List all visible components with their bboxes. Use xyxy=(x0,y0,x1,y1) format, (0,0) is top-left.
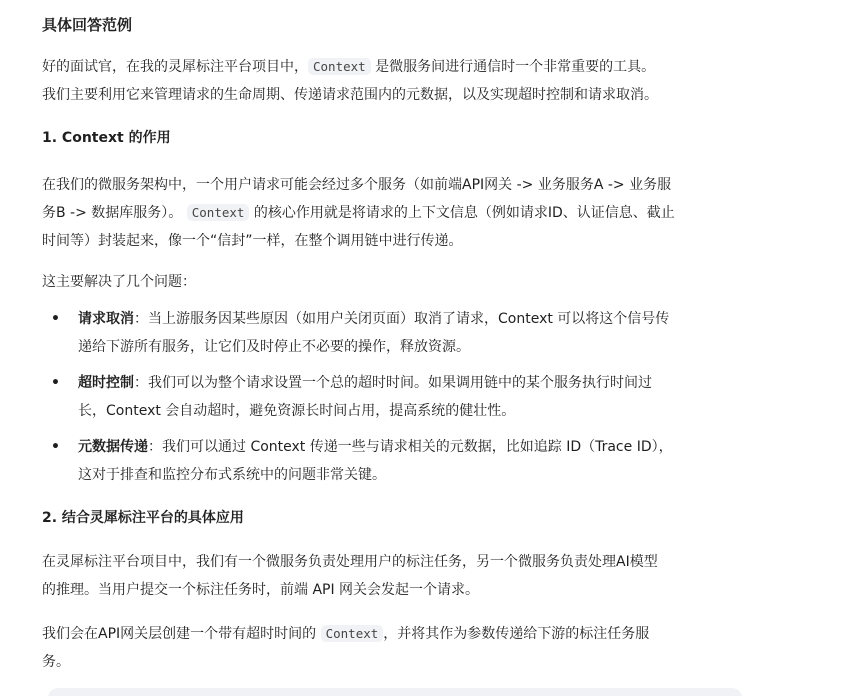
intro-text-b: 是微服务间进行通信时一个非常重要的工具。 xyxy=(370,59,656,75)
bullet-dot: • xyxy=(51,375,60,391)
s2p2-text-b: ，并将其作为参数传递给下游的标注任务服 xyxy=(383,626,650,642)
list-item xyxy=(42,369,752,425)
code-block xyxy=(48,688,742,696)
problems-intro: 这主要解决了几个问题： xyxy=(42,274,196,290)
bullet-line-2: 递给下游所有服务，让它们及时停止不必要的操作，释放资源。 xyxy=(78,339,470,355)
s1-line-3: 时间等）封装起来，像一个“信封”一样，在整个调用链中进行传递。 xyxy=(42,233,463,249)
s2p2-line-2: 务。 xyxy=(42,654,70,670)
bullet-term: 请求取消 xyxy=(78,311,134,327)
s2p2-line-1 xyxy=(42,620,752,648)
bullet-text: ：当上游服务因某些原因（如用户关闭页面）取消了请求，Context 可以将这个信号传 xyxy=(134,311,670,327)
list-item xyxy=(42,433,752,489)
list-item xyxy=(42,305,752,361)
s2-line-2: 的推理。当用户提交一个标注任务时，前端 API 网关会发起一个请求。 xyxy=(42,582,480,598)
bullet-dot: • xyxy=(51,439,60,455)
bullet-line-1 xyxy=(78,305,752,333)
intro-line-1 xyxy=(42,53,752,81)
bullet-term: 元数据传递 xyxy=(78,439,148,455)
bullet-text: ：我们可以通过 Context 传递一些与请求相关的元数据，比如追踪 ID（Trace ID）， xyxy=(148,439,673,455)
intro-paragraph xyxy=(42,53,752,109)
intro-text-a: 好的面试官，在我的灵犀标注平台项目中， xyxy=(42,59,308,75)
inline-code: Context xyxy=(308,58,371,75)
page-heading: 具体回答范例 xyxy=(42,16,133,34)
bullet-dot: • xyxy=(51,311,60,327)
bullet-term: 超时控制 xyxy=(78,375,134,391)
s1-text-b: 的核心作用就是将请求的上下文信息（例如请求ID、认证信息、截止 xyxy=(249,205,675,221)
s2-line-1: 在灵犀标注平台项目中，我们有一个微服务负责处理用户的标注任务，另一个微服务负责处理AI模型 xyxy=(42,554,658,570)
section-1-heading: 1. Context 的作用 xyxy=(42,130,171,146)
section-2-paragraph-1 xyxy=(42,548,752,604)
section-2-paragraph-2 xyxy=(42,620,752,676)
problem-list xyxy=(42,305,752,497)
inline-code: Context xyxy=(321,625,384,642)
s1-line-2 xyxy=(42,199,752,227)
intro-line-2: 我们主要利用它来管理请求的生命周期、传递请求范围内的元数据，以及实现超时控制和请求取消。 xyxy=(42,87,658,103)
section-1-paragraph xyxy=(42,171,752,255)
bullet-text: ：我们可以为整个请求设置一个总的超时时间。如果调用链中的某个服务执行时间过 xyxy=(134,375,652,391)
section-2-heading: 2. 结合灵犀标注平台的具体应用 xyxy=(42,510,244,526)
s1-text-a: 务B -> 数据库服务）。 xyxy=(42,205,183,221)
bullet-line-2: 长，Context 会自动超时，避免资源长时间占用，提高系统的健壮性。 xyxy=(78,403,516,419)
s2p2-text-a: 我们会在API网关层创建一个带有超时时间的 xyxy=(42,626,321,642)
bullet-line-2: 这对于排查和监控分布式系统中的问题非常关键。 xyxy=(78,467,386,483)
s1-line-1: 在我们的微服务架构中，一个用户请求可能会经过多个服务（如前端API网关 -> 业务服务A -> 业务服 xyxy=(42,177,672,193)
bullet-line-1 xyxy=(78,369,752,397)
inline-code: Context xyxy=(187,204,250,221)
bullet-line-1 xyxy=(78,433,752,461)
